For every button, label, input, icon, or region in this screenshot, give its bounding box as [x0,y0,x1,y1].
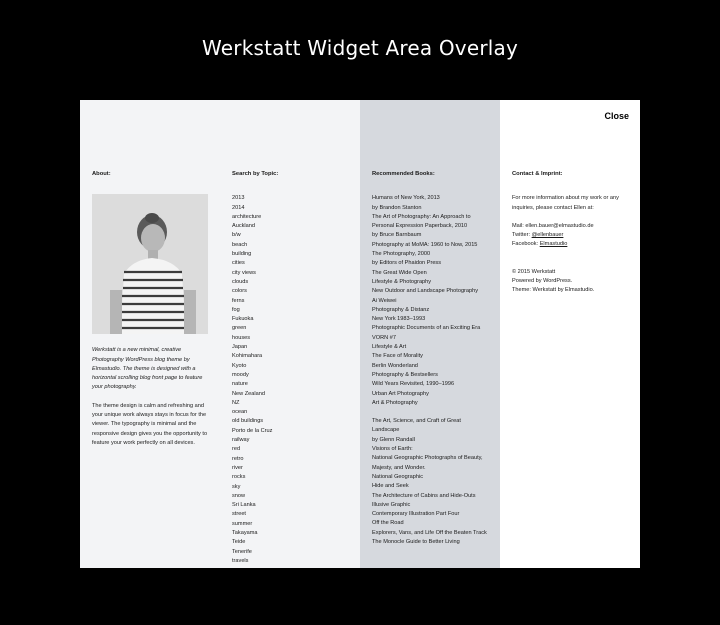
topic-link[interactable]: ocean [232,409,248,416]
book-item[interactable]: Humans of New York, 2013 [372,195,440,202]
topic-link[interactable]: railway [232,437,250,444]
book-item[interactable]: by Brandon Stanton [372,204,422,211]
facebook-line [512,240,629,249]
books-widget [360,100,500,568]
books-list-secondary [372,417,489,547]
topic-link[interactable]: retro [232,455,244,462]
topic-link[interactable]: street [232,511,246,518]
topic-link[interactable]: Auckland [232,223,256,230]
book-item[interactable]: The Photography, 2000 [372,251,431,258]
book-item[interactable]: Lifestyle & Art [372,344,407,351]
topic-link[interactable]: beach [232,241,248,248]
powered-by-text: Powered by WordPress. [512,278,573,285]
contact-heading: Contact & Imprint: [512,171,563,177]
widget-area-overlay [80,100,640,568]
book-item[interactable]: The Art of Photography: An Approach to Personal Expression Paperback, 2010 [372,213,471,230]
about-body-text: The theme design is calm and refreshing and your unique work always stays in focus for the viewer. The typography is minimal and the responsive design gives you the opportunity to feature your work perfectly on all devices. [92,402,208,446]
book-item[interactable]: Photography at MoMA: 1960 to Now, 2015 [372,241,478,248]
topic-link[interactable]: Sri Lanka [232,502,256,509]
book-item[interactable]: Ai Weiwei [372,297,397,304]
book-item[interactable]: by Bruce Barnbaum [372,232,422,239]
theme-credit-text: Theme: Werkstatt by Elmastudio. [512,287,595,294]
topic-link[interactable]: NZ [232,399,240,406]
book-item[interactable]: The Face of Morality [372,353,423,360]
topic-link[interactable]: Takayama [232,529,258,536]
twitter-link[interactable]: @ellenbauer [531,232,564,239]
mail-line [512,222,629,231]
topic-link[interactable]: Tenerife [232,548,252,555]
imprint-block [512,268,629,296]
topic-link[interactable]: building [232,251,252,258]
topic-link[interactable]: fog [232,306,240,313]
book-item[interactable]: Art & Photography [372,399,418,406]
book-item[interactable]: Explorers, Vans, and Life Off the Beaten Track [372,529,487,536]
book-item[interactable]: Urban Art Photography [372,390,429,397]
topic-link[interactable]: Kohimahara [232,353,263,360]
topic-link[interactable]: Kyoto [232,362,247,369]
topic-link[interactable]: Porto de la Cruz [232,427,273,434]
topic-link[interactable]: city views [232,269,256,276]
book-item[interactable]: Off the Road [372,520,404,527]
book-item[interactable]: by Glenn Randall [372,436,415,443]
book-item[interactable]: Hide and Seek [372,483,409,490]
about-intro-text: Werkstatt is a new minimal, creative Photography WordPress blog theme by Elmastudio. The theme is designed with a horizontal scrolling blog front page to feature your photography. [92,347,203,391]
books-list [372,194,489,408]
topic-link[interactable]: summer [232,520,253,527]
books-divider [372,408,489,417]
about-widget [80,100,220,568]
topic-link[interactable]: Teide [232,539,246,546]
topic-link[interactable]: b/w [232,232,241,239]
contact-links [512,222,629,250]
book-item[interactable]: The Great Wide Open [372,269,427,276]
book-item[interactable]: New York 1983–1993 [372,316,426,323]
topic-link[interactable]: cities [232,260,245,267]
topic-link[interactable]: rocks [232,474,246,481]
books-heading: Recommended Books: [372,171,435,177]
book-item[interactable]: Wild Years Revisited, 1990–1996 [372,381,455,388]
topic-link[interactable]: green [232,325,247,332]
topic-link[interactable]: travels [232,557,249,564]
copyright-text: © 2015 Werkstatt [512,268,556,275]
book-item[interactable]: National Geographic [372,473,423,480]
book-item[interactable]: VORN #7 [372,334,396,341]
book-item[interactable]: Photographic Documents of an Exciting Era [372,325,481,332]
book-item[interactable]: Lifestyle & Photography [372,278,432,285]
mail-address: ellen.bauer@elmastudio.de [525,222,594,229]
topic-link[interactable]: red [232,446,241,453]
author-photo-image [92,194,208,334]
book-item[interactable]: Visions of Earth: [372,446,413,453]
topic-link[interactable]: old buildings [232,418,264,425]
book-item[interactable]: The Art, Science, and Craft of Great Landscape [372,418,461,434]
book-item[interactable]: Contemporary Illustration Part Four [372,511,460,518]
topic-link[interactable]: colors [232,288,247,295]
topic-link[interactable]: New Zealand [232,390,265,397]
book-item[interactable]: Photography & Bestsellers [372,371,438,378]
topic-link[interactable]: nature [232,381,248,388]
close-button[interactable]: Close [604,111,629,121]
book-item[interactable]: The Architecture of Cabins and Hide-Outs [372,492,476,499]
topic-link[interactable]: river [232,464,243,471]
topic-link[interactable]: 2014 [232,204,245,211]
topic-link[interactable]: sky [232,483,241,490]
author-photo [92,194,208,334]
contact-info-text: For more information about my work or any inquiries, please contact Ellen at: [512,195,619,211]
book-item[interactable]: Berlin Wonderland [372,362,418,369]
twitter-line [512,231,629,240]
topics-widget [220,100,360,568]
book-item[interactable]: The Monocle Guide to Better Living [372,538,460,545]
book-item[interactable]: Illusive Graphic [372,501,411,508]
topic-link[interactable]: Fukuoka [232,316,254,323]
topic-link[interactable]: clouds [232,278,249,285]
book-item[interactable]: Photography & Distanz [372,306,430,313]
topic-link[interactable]: snow [232,492,246,499]
topic-link[interactable]: 2013 [232,195,245,202]
contact-widget [500,100,640,568]
facebook-link[interactable]: Elmastudio [539,241,568,248]
twitter-label: Twitter: [512,232,532,239]
page-title: Werkstatt Widget Area Overlay [202,36,518,60]
about-heading: About: [92,171,111,177]
topic-link[interactable]: moody [232,371,249,378]
book-item[interactable]: New Outdoor and Landscape Photography [372,288,479,295]
facebook-label: Facebook: [512,241,540,248]
topic-link[interactable]: ferns [232,297,245,304]
topic-link[interactable]: Japan [232,344,248,351]
topics-heading: Search by Topic: [232,171,279,177]
mail-label: Mail: [512,222,526,229]
topic-link[interactable]: architecture [232,213,262,220]
topics-list [232,194,349,566]
topic-link[interactable]: houses [232,334,251,341]
book-item[interactable]: National Geographic Photographs of Beauty, Majesty, and Wonder. [372,455,483,471]
book-item[interactable]: by Editors of Phaidon Press [372,260,442,267]
